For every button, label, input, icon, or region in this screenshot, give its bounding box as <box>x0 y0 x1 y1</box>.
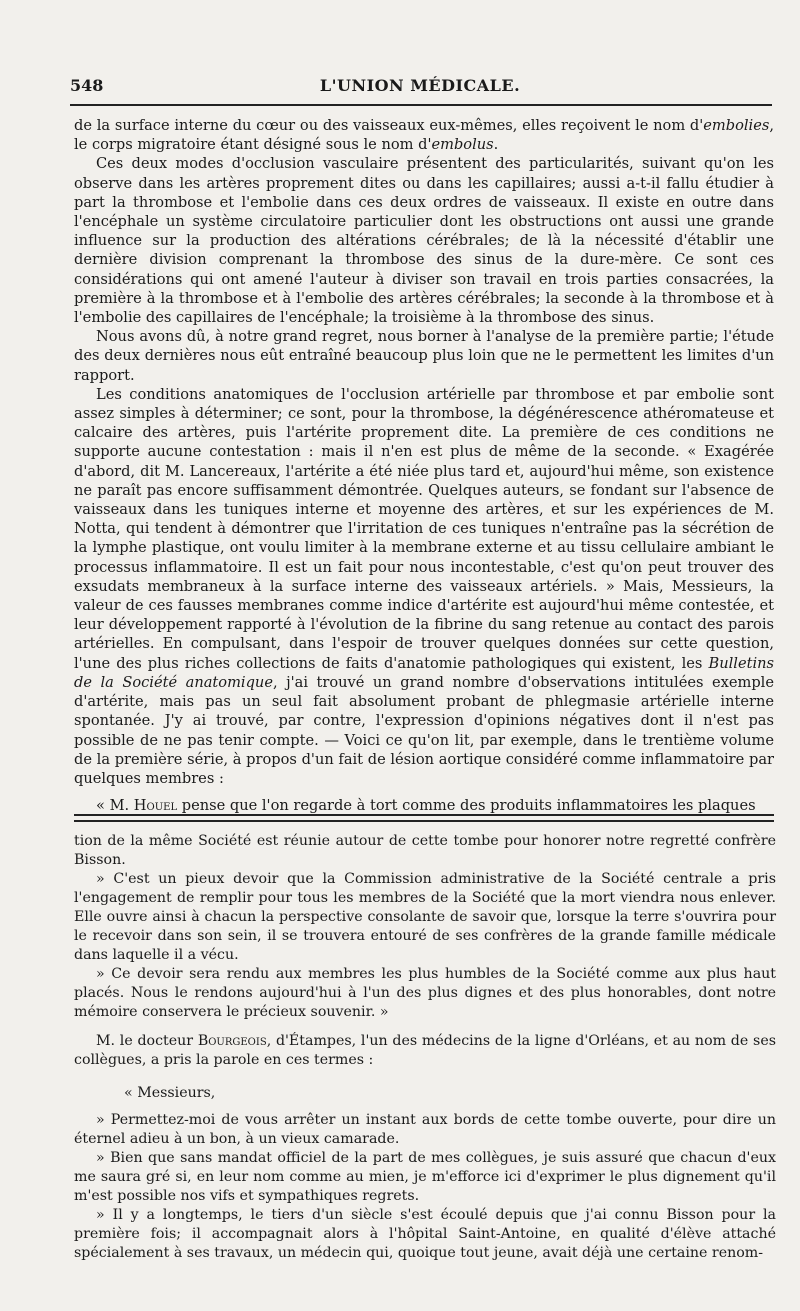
header-rule <box>70 104 772 106</box>
paragraph-2: Ces deux modes d'occlusion vasculaire présentent des particularités, suivant qu'on les observe dans les artères proprement dites ou dans les capillaires; aussi a-t-il fallu étudier à part la thrombose et l'embolie dans ces deux ordres de vaisseaux. Il existe en outre dans l'encéphale un système circulatoire particulier dont les obstructions ont aussi une grande influence sur la production des altérations cérébrales; de là la nécessité d'établir une dernière division comprenant la thrombose des sinus de la dure-mère. Ce sont ces considérations qui ont amené l'auteur à diviser son travail en trois parties consacrées, la première à la thrombose et à l'embolie des artères cérébrales; la seconde à la thrombose et à l'embolie des capillaires de l'encéphale; la troisième à la thrombose des sinus. <box>74 155 774 327</box>
feuilleton-paragraph-7: » Bien que sans mandat officiel de la part de mes collègues, je suis assuré que chacun d'eux me saura gré si, en leur nom comme au mien, je m'efforce ici d'exprimer le plus dignement qu'il m'est possible nos vifs et sympathiques regrets. <box>74 1150 776 1204</box>
feuilleton-paragraph-4: M. le docteur Bourgeois, d'Étampes, l'un des médecins de la ligne d'Orléans, et au nom de ses collègues, a pris la parole en ces termes : <box>74 1033 776 1068</box>
bulletins-title: Bulletins de la Société anatomique <box>74 654 774 691</box>
feuilleton-rule-bottom <box>74 820 774 822</box>
term-embolus: embolus <box>431 136 494 154</box>
feuilleton-rule-top <box>74 814 774 816</box>
running-title: L'UNION MÉDICALE. <box>319 76 521 95</box>
name-bourgeois: Bourgeois <box>197 1033 267 1049</box>
feuilleton-paragraph-1: tion de la même Société est réunie autour de cette tombe pour honorer notre regretté confrère Bisson. <box>74 833 776 868</box>
name-houel: Houel <box>133 797 178 815</box>
paragraph-4: Les conditions anatomiques de l'occlusion artérielle par thrombose et par embolie sont assez simples à déterminer; ce sont, pour la thrombose, la dégénérescence athéromateuse et calcaire des artères, puis l'artérite proprement dite. La première de ces conditions ne supporte aucune contestation : mais il n'en est plus de même de la seconde. « Exagérée d'abord, dit M. Lancereaux, l'artérite a été niée plus tard et, aujourd'hui même, son existence ne paraît pas encore suffisamment démontrée. Quelques auteurs, se fondant sur l'absence de vaisseaux dans les tuniques interne et moyenne des artères, et sur les expériences de M. Notta, qui tendent à démontrer que l'irritation de ces tuniques n'entraîne pas la sécrétion de la lymphe plastique, ont voulu limiter à la membrane externe et au tissu cellulaire ambiant le processus inflammatoire. Il est un fait pour nous incontestable, c'est qu'on peut trouver des exsudats membraneux à la surface interne des vaisseaux artériels. » Mais, Messieurs, la valeur de ces fausses membranes comme indice d'artérite est aujourd'hui même contestée, et leur développement rapporté à l'évolution de la fibrine du sang retenue au contact des parois artérielles. En compulsant, dans l'espoir de trouver quelques données sur cette question, l'une des plus riches collections de faits d'anatomie pathologiques qui existent, les Bulletins de la Société anatomique, j'ai trouvé un grand nombre d'observations intitulées exemple d'artérite, mais pas un seul fait absolument probant de phlegmasie artérielle interne spontanée. J'y ai trouvé, par contre, l'expression d'opinions négatives dont il n'est pas possible de ne pas tenir compte. — Voici ce qu'on lit, par exemple, dans le trentième volume de la première série, à propos d'un fait de lésion aortique considéré comme inflammatoire par quelques membres : <box>74 385 774 787</box>
term-embolies: embolies <box>703 117 770 134</box>
feuilleton-paragraph-3: » Ce devoir sera rendu aux membres les plus humbles de la Société comme aux plus haut placés. Nous le rendons aujourd'hui à l'un des plus dignes et des plus honorables, dont notre mémoire conservera le précieux souvenir. » <box>74 966 776 1020</box>
feuilleton-paragraph-6: » Permettez-moi de vous arrêter un instant aux bords de cette tombe ouverte, pour dire un éternel adieu à un bon, à un vieux camarade. <box>74 1112 776 1147</box>
page-header <box>70 76 770 100</box>
feuilleton-section <box>74 832 776 1263</box>
paragraph-1: de la surface interne du cœur ou des vaisseaux eux-mêmes, elles reçoivent le nom d'embolies, le corps migratoire étant désigné sous le nom d'embolus. <box>74 117 774 154</box>
main-article <box>74 116 774 815</box>
feuilleton-paragraph-8: » Il y a longtemps, le tiers d'un siècle s'est écoulé depuis que j'ai connu Bisson pour la première fois; il accompagnait alors à l'hôpital Saint-Antoine, en qualité d'élève attaché spécialement à ses travaux, un médecin qui, quoique tout jeune, avait déjà une certaine renom- <box>74 1207 776 1261</box>
page-number: 548 <box>70 76 104 95</box>
paragraph-3: Nous avons dû, à notre grand regret, nous borner à l'analyse de la première partie; l'étude des deux dernières nous eût entraîné beaucoup plus loin que ne le permettent les limites d'un rapport. <box>74 328 774 384</box>
feuilleton-salutation: « Messieurs, <box>124 1085 216 1101</box>
feuilleton-paragraph-2: » C'est un pieux devoir que la Commission administrative de la Société centrale a pris l'engagement de remplir pour tous les membres de la Société que la mort viendra nous enlever. Elle ouvre ainsi à chacun la perspective consolante de savoir que, lorsque la terre s'ouvrira pour le recevoir dans son sein, il se trouvera entouré de ses confrères de la grande famille médicale dans laquelle il a vécu. <box>74 871 776 963</box>
paragraph-5: « M. Houel pense que l'on regarde à tort comme des produits inflammatoires les plaques <box>96 797 756 815</box>
